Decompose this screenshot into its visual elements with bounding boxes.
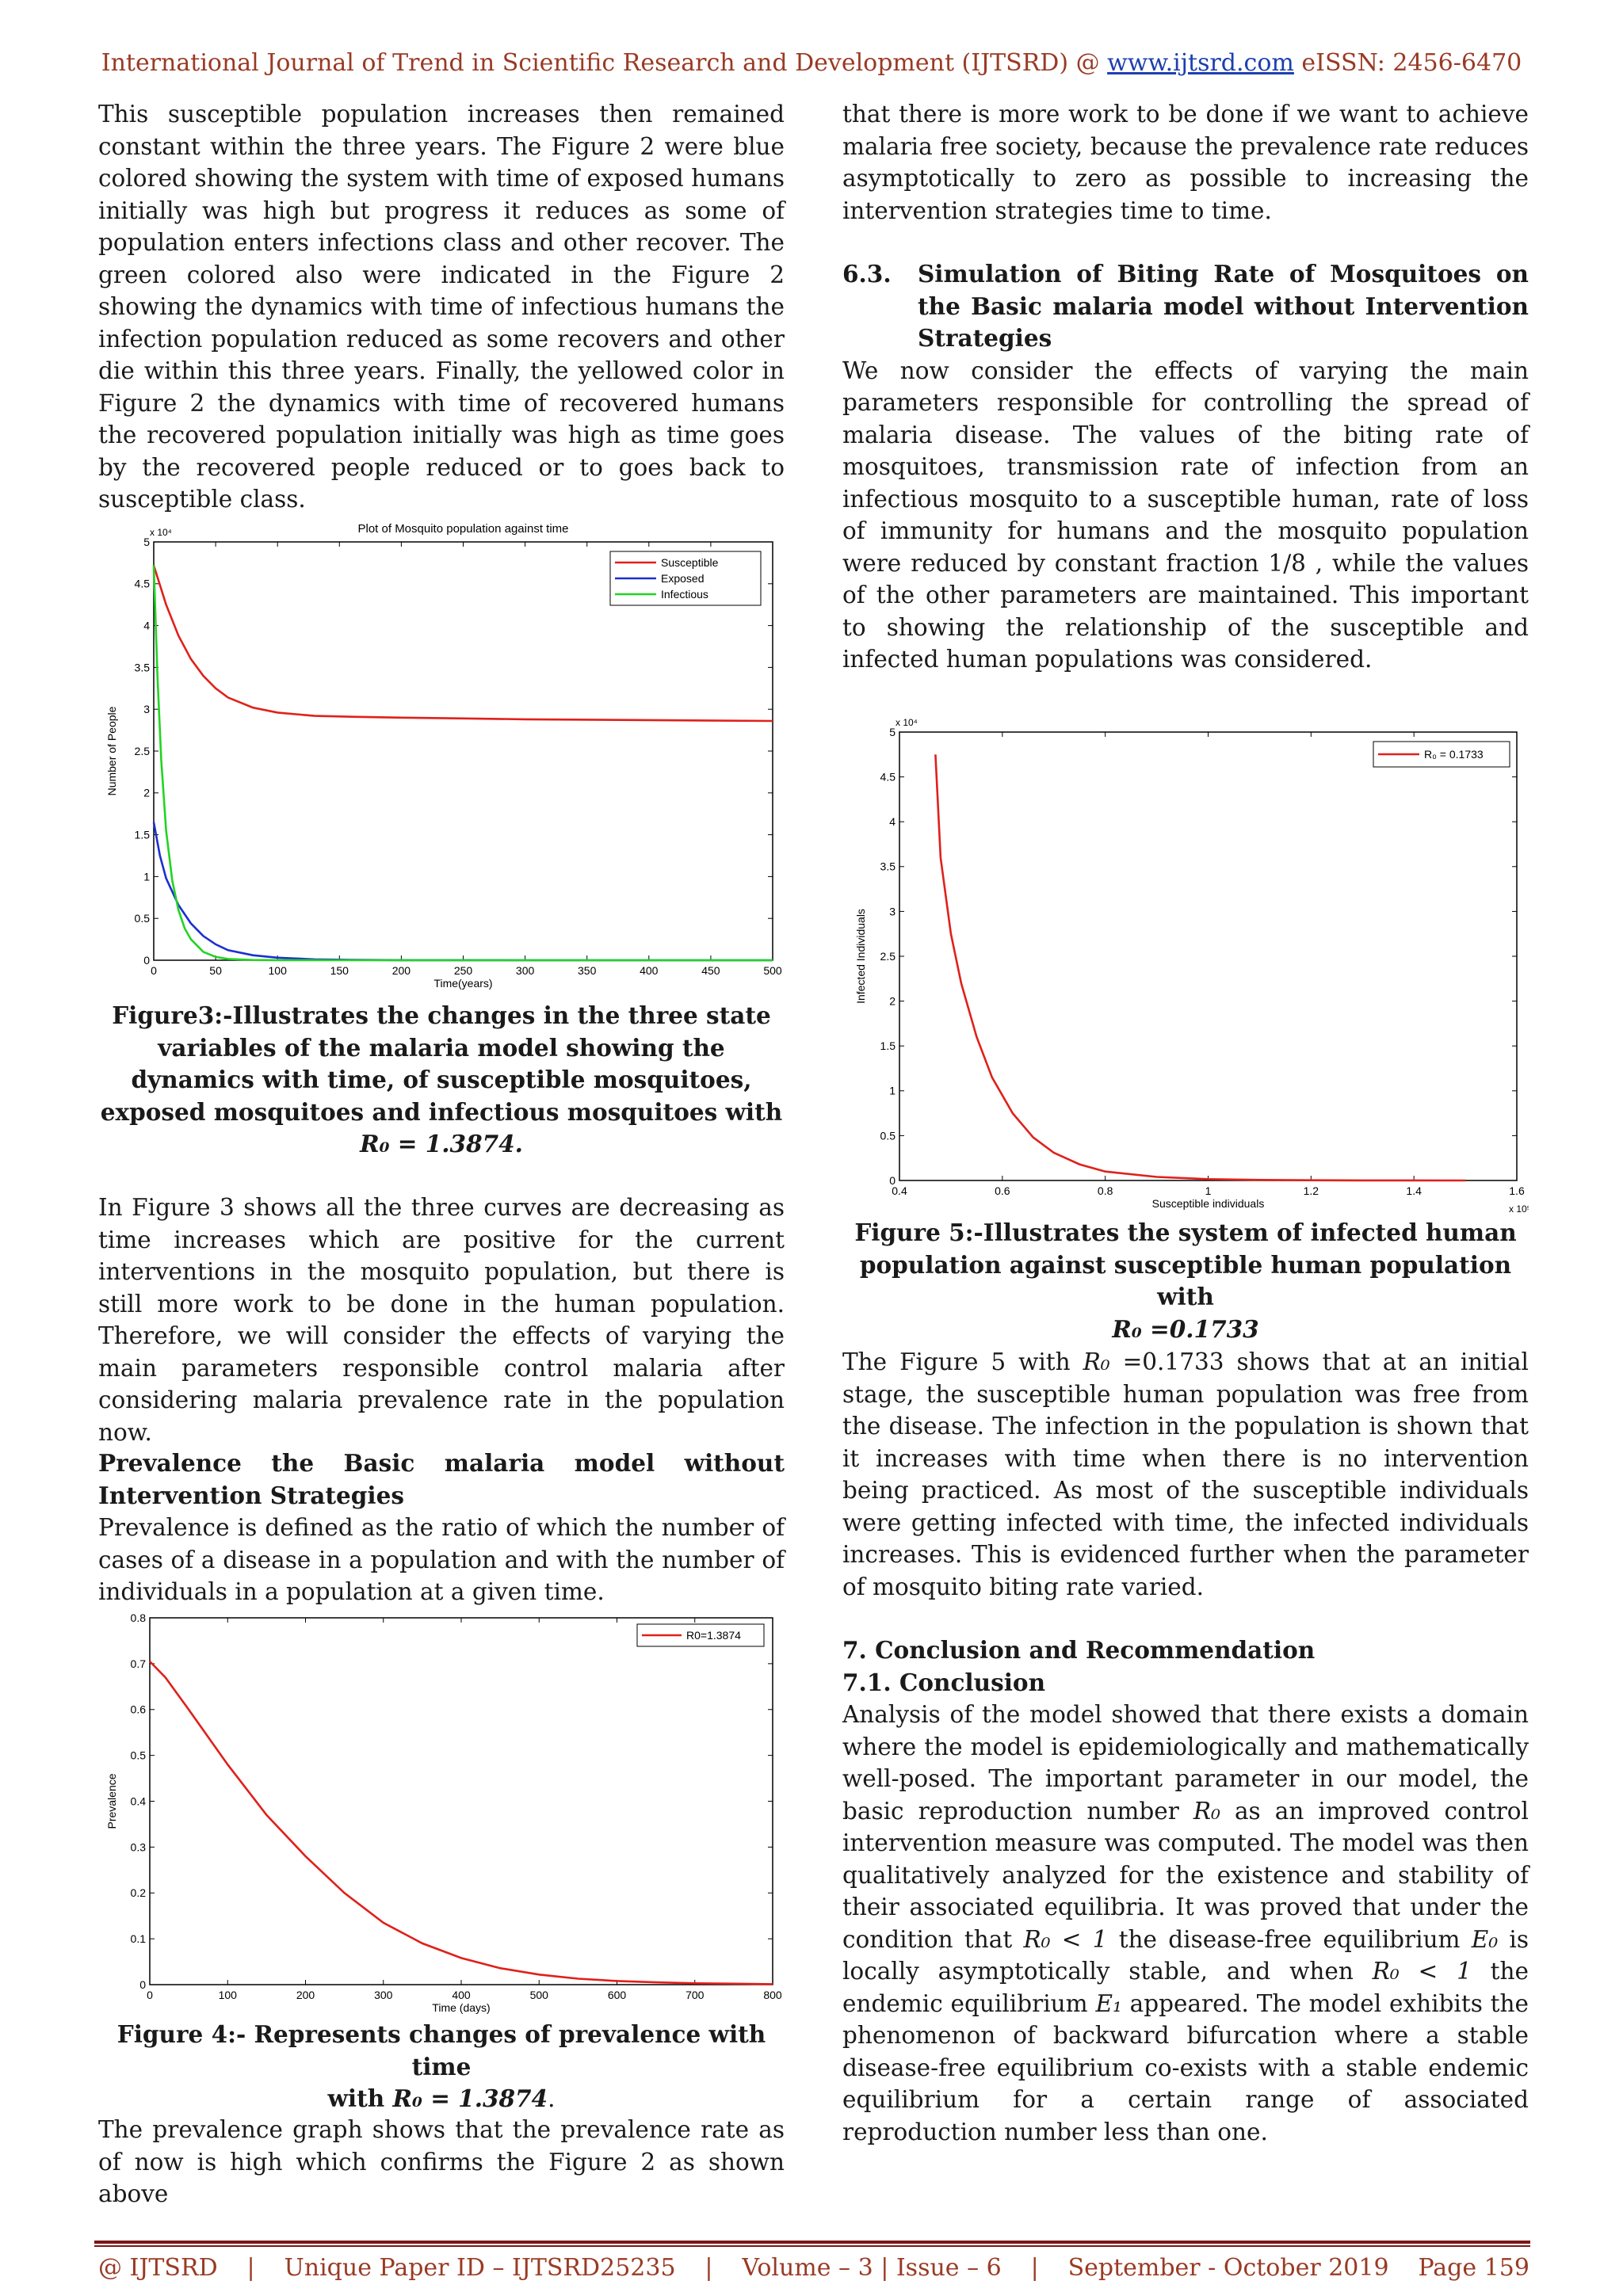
footer bbox=[98, 2254, 1529, 2282]
paragraph: The prevalence graph shows that the prevalence rate as of now is high which confirms the Figure 2 as shown above bbox=[98, 2116, 785, 2207]
y-tick-label: 2 bbox=[143, 786, 150, 799]
math-condition: R₀ < 1 bbox=[1023, 1925, 1108, 1953]
y-tick-label: 0.7 bbox=[130, 1657, 146, 1670]
y-tick-label: 0.5 bbox=[134, 912, 150, 925]
x-tick-label: 200 bbox=[296, 1989, 315, 2001]
x-tick-label: 0 bbox=[147, 1989, 153, 2001]
y-tick-label: 0.3 bbox=[130, 1840, 146, 1854]
x-tick-label: 700 bbox=[685, 1989, 705, 2001]
journal-url-link[interactable]: www.ijtsrd.com bbox=[1107, 49, 1294, 77]
x-tick-label: 0.6 bbox=[995, 1184, 1010, 1197]
x-tick-label: 500 bbox=[529, 1989, 548, 2001]
caption-text-with: with bbox=[327, 2084, 385, 2112]
y-tick-label: 3 bbox=[889, 905, 896, 918]
y-axis-label: Prevalence bbox=[105, 1773, 118, 1829]
x-tick-label: 800 bbox=[763, 1989, 782, 2001]
footer-page: Page 159 bbox=[1418, 2254, 1529, 2282]
x-tick-label: 400 bbox=[640, 964, 659, 977]
issn: eISSN: 2456-6470 bbox=[1293, 49, 1522, 77]
x-tick-label: 0.8 bbox=[1097, 1184, 1113, 1197]
y-tick-label: 0.4 bbox=[130, 1794, 146, 1808]
y-tick-label: 2.5 bbox=[134, 744, 150, 757]
x-tick-label: 350 bbox=[578, 964, 597, 977]
x-tick-label: 450 bbox=[701, 964, 720, 977]
y-tick-label: 4.5 bbox=[134, 577, 150, 590]
y-tick-label: 4 bbox=[889, 815, 896, 829]
x-tick-label: 100 bbox=[218, 1989, 237, 2001]
x-tick-label: 0.4 bbox=[892, 1184, 907, 1197]
y-tick-label: 3.5 bbox=[880, 860, 896, 873]
journal-name: International Journal of Trend in Scientific Research and Development (IJTSRD) @ bbox=[101, 49, 1108, 77]
text: appeared. The model exhibits the phenomenon of backward bifurcation where a stable disease-free equilibrium co-exists with a stable endemic equilibrium for a certain range of associated reproduction number less than one. bbox=[842, 1989, 1529, 2145]
text: as an improved control intervention measure was computed. The model was then qualitatively analyzed for the existence and stability of their associated equilibria. It was proved that under the condition that bbox=[842, 1797, 1529, 1953]
y-tick-label: 3.5 bbox=[134, 661, 150, 674]
x-tick-label: 1.2 bbox=[1303, 1184, 1319, 1197]
section-heading bbox=[842, 258, 1529, 355]
footer-rule-thin bbox=[94, 2245, 1530, 2247]
left-para-1 bbox=[98, 98, 785, 516]
caption-text: Figure 5:-Illustrates the system of infected human population against susceptible human population with bbox=[854, 1219, 1517, 1310]
x-axis-label: Time (days) bbox=[432, 2001, 491, 2014]
left-para-4 bbox=[98, 2114, 785, 2210]
figure-4 bbox=[98, 1608, 785, 2016]
math-r0: R₀ bbox=[1083, 1348, 1110, 1375]
footer-journal: @ IJTSRD bbox=[98, 2254, 218, 2282]
caption-text: Figure 4:- Represents changes of prevalence with time bbox=[116, 2020, 766, 2081]
y-tick-label: 0.5 bbox=[130, 1749, 146, 1762]
running-header bbox=[0, 49, 1623, 77]
section-number: 6.3. bbox=[842, 260, 892, 288]
y-tick-label: 1 bbox=[889, 1084, 896, 1097]
y-tick-label: 0.5 bbox=[880, 1129, 896, 1142]
x-tick-label: 400 bbox=[452, 1989, 471, 2001]
caption-r0: R₀ = 1.3874 bbox=[392, 2084, 548, 2112]
paragraph: Prevalence is defined as the ratio of which the number of cases of a disease in a population and with the number of individuals in a population at a given time. bbox=[98, 1514, 785, 1605]
y-tick-label: 3 bbox=[143, 703, 150, 716]
x-tick-label: 1.4 bbox=[1406, 1184, 1422, 1197]
x-tick-label: 200 bbox=[391, 964, 411, 977]
footer-separator: | bbox=[1030, 2254, 1039, 2282]
section-heading: Prevalence the Basic malaria model without Intervention Strategies bbox=[98, 1449, 785, 1509]
footer-paper-id: Unique Paper ID – IJTSRD25235 bbox=[284, 2254, 676, 2282]
paragraph bbox=[842, 1699, 1529, 2148]
y-tick-label: 5 bbox=[143, 535, 150, 548]
left-prevalence-section bbox=[98, 1447, 785, 1608]
figure-4-caption bbox=[98, 2019, 785, 2115]
chart-title: Plot of Mosquito population against time bbox=[357, 522, 569, 536]
right-para-3 bbox=[842, 1346, 1529, 1603]
footer-separator: | bbox=[705, 2254, 713, 2282]
math-e0: E₀ bbox=[1471, 1925, 1499, 1953]
legend-label: Exposed bbox=[661, 571, 705, 585]
caption-period: . bbox=[548, 2085, 556, 2112]
text: is locally asymptotically stable, and when bbox=[842, 1925, 1529, 1985]
figure-5 bbox=[842, 705, 1529, 1212]
text: the endemic equilibrium bbox=[842, 1958, 1529, 2017]
legend-label: Susceptible bbox=[661, 555, 719, 569]
caption-text: Figure3:-Illustrates the changes in the three state variables of the malaria model showing the dynamics with time, of susceptible mosquitoes, exposed mosquitoes and infectious mosquitoes with bbox=[100, 1001, 783, 1126]
section-title: Simulation of Biting Rate of Mosquitoes on the Basic malaria model without Intervention Strategies bbox=[918, 260, 1529, 352]
left-para-2 bbox=[98, 1192, 785, 1448]
figure-3-caption bbox=[98, 1000, 785, 1161]
figure-3 bbox=[98, 515, 785, 1000]
y-tick-label: 0 bbox=[889, 1173, 896, 1187]
x-tick-label: 1.6 bbox=[1509, 1184, 1525, 1197]
text: the disease-free equilibrium bbox=[1118, 1925, 1461, 1953]
figure-5-caption bbox=[842, 1217, 1529, 1345]
paragraph: This susceptible population increases then remained constant within the three years. The Figure 2 were blue colored showing the system with time of exposed humans initially was high but progress it reduces as some of population enters infections class and other recover. The green colored also were indicated in the Figure 2 showing the dynamics with time of infectious humans the infection population reduced as some recovers and other die within this three years. Finally, the yellowed color in Figure 2 the dynamics with time of recovered humans the recovered population initially was high as time goes by the recovered people reduced or to goes back to susceptible class. bbox=[98, 101, 785, 513]
legend-label: R₀ = 0.1733 bbox=[1424, 747, 1484, 761]
y-multiplier: x 10⁴ bbox=[150, 527, 172, 538]
x-tick-label: 300 bbox=[374, 1989, 393, 2001]
section-7 bbox=[842, 1634, 1529, 2148]
text: The Figure 5 with bbox=[842, 1348, 1071, 1375]
y-axis-label: Number of People bbox=[105, 706, 118, 796]
x-tick-label: 250 bbox=[453, 964, 473, 977]
x-multiplier: x 10⁵ bbox=[1509, 1203, 1529, 1212]
x-axis-label: Susceptible individuals bbox=[1151, 1197, 1265, 1210]
y-tick-label: 0.6 bbox=[130, 1703, 146, 1716]
subsection-heading: 7.1. Conclusion bbox=[842, 1668, 1046, 1696]
y-tick-label: 4 bbox=[143, 619, 150, 632]
y-tick-label: 1 bbox=[143, 870, 150, 883]
paragraph bbox=[842, 1346, 1529, 1603]
text: =0.1733 shows that at an initial stage, the susceptible human population was free from the disease. The infection in the population is shown that it increases with time when there is no intervention being practiced. As most of the susceptible individuals were getting infected with time, the infected individuals increases. This is evidenced further when the parameter of mosquito biting rate varied. bbox=[842, 1348, 1529, 1600]
y-tick-label: 0 bbox=[139, 1978, 146, 1991]
paragraph: We now consider the effects of varying the main parameters responsible for controlling the spread of malaria disease. The values of the biting rate of mosquitoes, transmission rate of infection from an infectious mosquito to a susceptible human, rate of loss of immunity for humans and the mosquito population were reduced by constant fraction 1/8 , while the values of the other parameters are maintained. This important to showing the relationship of the susceptible and infected human populations was considered. bbox=[842, 357, 1529, 673]
y-tick-label: 1.5 bbox=[134, 828, 150, 841]
section-6-3 bbox=[842, 258, 1529, 676]
legend-label: Infectious bbox=[661, 587, 708, 601]
x-tick-label: 100 bbox=[268, 964, 287, 977]
caption-r0: R₀ =0.1733 bbox=[1112, 1314, 1259, 1343]
x-tick-label: 300 bbox=[515, 964, 535, 977]
math-r0: R₀ bbox=[1193, 1797, 1220, 1825]
footer-separator: | bbox=[246, 2254, 255, 2282]
y-multiplier: x 10⁴ bbox=[896, 717, 918, 728]
x-axis-label: Time(years) bbox=[433, 977, 493, 990]
plot-frame bbox=[150, 1618, 773, 1985]
y-tick-label: 0.2 bbox=[130, 1886, 146, 1900]
text: Analysis of the model showed that there exists a domain where the model is epidemiologically and mathematically well-posed. The important parameter in our model, the basic reproduction number bbox=[842, 1701, 1529, 1825]
right-para-1 bbox=[842, 98, 1529, 227]
figure-5-chart bbox=[842, 705, 1529, 1212]
legend-label: R0=1.3874 bbox=[686, 1628, 741, 1642]
plot-frame bbox=[899, 732, 1517, 1180]
y-tick-label: 5 bbox=[889, 725, 896, 738]
y-tick-label: 1.5 bbox=[880, 1039, 896, 1053]
footer-rule bbox=[94, 2241, 1530, 2244]
math-condition: R₀ < 1 bbox=[1372, 1958, 1472, 1985]
x-tick-label: 50 bbox=[209, 964, 222, 977]
figure-3-chart bbox=[98, 515, 785, 1000]
footer-date: September - October 2019 bbox=[1067, 2254, 1389, 2282]
x-tick-label: 500 bbox=[763, 964, 782, 977]
section-heading: 7. Conclusion and Recommendation bbox=[842, 1636, 1316, 1664]
x-tick-label: 1 bbox=[1205, 1184, 1212, 1197]
y-axis-label: Infected Individuals bbox=[854, 909, 867, 1004]
x-tick-label: 150 bbox=[330, 964, 349, 977]
caption-r0: R₀ = 1.3874. bbox=[360, 1130, 523, 1158]
y-tick-label: 0 bbox=[143, 953, 150, 967]
x-tick-label: 0 bbox=[151, 964, 157, 977]
footer-volume: Volume – 3 | Issue – 6 bbox=[742, 2254, 1002, 2282]
y-tick-label: 0.1 bbox=[130, 1932, 146, 1946]
y-tick-label: 2.5 bbox=[880, 949, 896, 963]
paragraph: that there is more work to be done if we want to achieve malaria free society, because the prevalence rate reduces asymptotically to zero as possible to increasing the intervention strategies time to time. bbox=[842, 101, 1529, 224]
y-tick-label: 2 bbox=[889, 994, 896, 1008]
y-tick-label: 0.8 bbox=[130, 1611, 146, 1624]
math-e1: E₁ bbox=[1095, 1989, 1122, 2017]
y-tick-label: 4.5 bbox=[880, 770, 896, 784]
x-tick-label: 600 bbox=[607, 1989, 627, 2001]
figure-4-chart bbox=[98, 1608, 785, 2016]
paragraph: In Figure 3 shows all the three curves are decreasing as time increases which are positive for the current interventions in the mosquito population, but there is still more work to be done in the human population. Therefore, we will consider the effects of varying the main parameters responsible control malaria after considering malaria prevalence rate in the population now. bbox=[98, 1194, 785, 1446]
